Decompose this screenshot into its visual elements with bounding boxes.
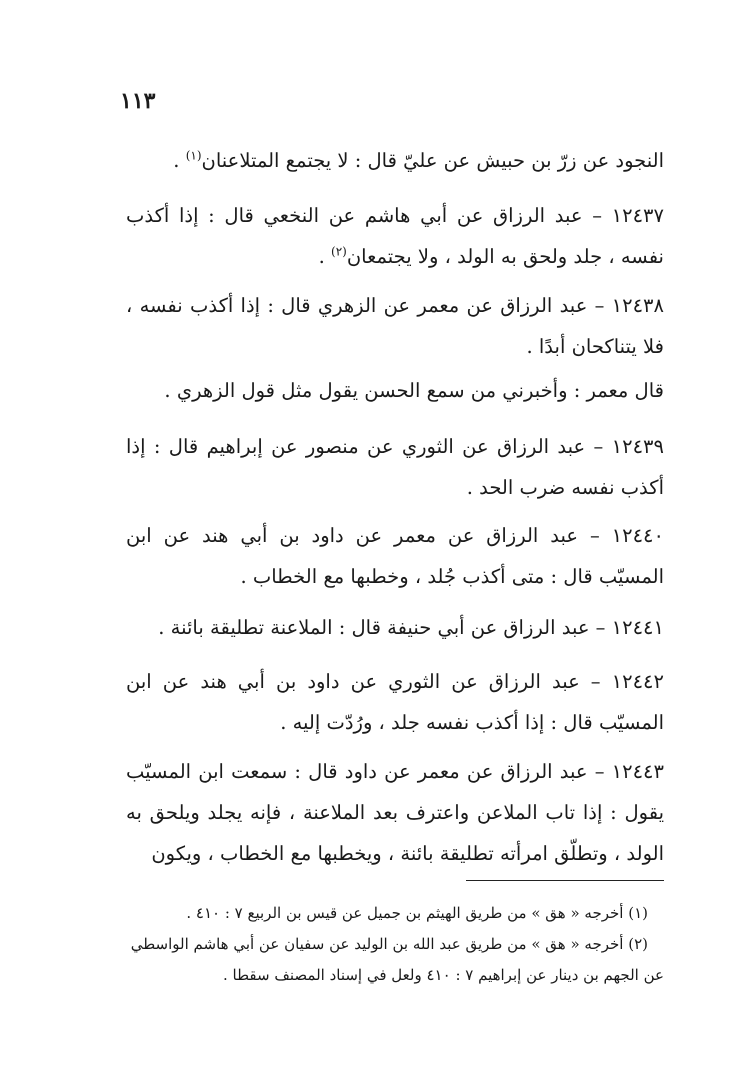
paragraph-text: قال معمر : وأخبرني من سمع الحسن يقول مثل قول الزهري . <box>164 379 664 402</box>
footnote-2: (٢) أخرجه « هق » من طريق عبد الله بن الوليد عن سفيان عن أبي هاشم الواسطي <box>130 935 648 953</box>
hadith-12440 <box>126 515 664 597</box>
paragraph-text: ١٢٤٤٣ – عبد الرزاق عن معمر عن داود قال : سمعت ابن المسيّب يقول : إذا تاب الملاعن واعترف بعد الملاعنة ، فإنه يجلد ويلحق به الولد ، وتطلّق امرأته تطليقة بائنة ، ويخطبها مع الخطاب ، ويكون <box>126 760 664 865</box>
paragraph-text: ١٢٤٤٢ – عبد الرزاق عن الثوري عن داود بن أبي هند عن ابن المسيّب قال : إذا أكذب نفسه جلد ، ورُدّت إليه . <box>126 670 664 734</box>
hadith-12438 <box>126 285 664 367</box>
hadith-12443 <box>126 751 664 874</box>
page-number: ١١٣ <box>120 88 156 114</box>
hadith-12442 <box>126 661 664 743</box>
hadith-12441 <box>126 607 664 648</box>
hadith-12439 <box>126 426 664 508</box>
paragraph-continuation <box>126 140 664 181</box>
paragraph-text: ١٢٤٣٧ – عبد الرزاق عن أبي هاشم عن النخعي قال : إذا أكذب نفسه ، جلد ولحق به الولد ، ولا يجتمعان <box>126 204 664 268</box>
footnote-2-continuation: عن الجهم بن دينار عن إبراهيم ٧ : ٤١٠ ولعل في إسناد المصنف سقطا . <box>223 966 664 984</box>
narration-mamar <box>126 370 664 411</box>
footnote-separator <box>466 880 664 881</box>
hadith-12437 <box>126 195 664 277</box>
paragraph-text: ١٢٤٣٨ – عبد الرزاق عن معمر عن الزهري قال : إذا أكذب نفسه ، فلا يتناكحان أبدًا . <box>126 294 664 358</box>
paragraph-text: ١٢٤٤٠ – عبد الرزاق عن معمر عن داود بن أبي هند عن ابن المسيّب قال : متى أكذب جُلد ، وخطبها مع الخطاب . <box>126 524 664 588</box>
footnote-ref-2: (٢) <box>331 244 347 259</box>
paragraph-text: النجود عن زرّ بن حبيش عن عليّ قال : لا يجتمع المتلاعنان <box>201 149 664 172</box>
paragraph-tail: . <box>318 245 332 268</box>
paragraph-text: ١٢٤٤١ – عبد الرزاق عن أبي حنيفة قال : الملاعنة تطليقة بائنة . <box>158 616 664 639</box>
paragraph-tail: . <box>173 149 186 172</box>
footnote-1: (١) أخرجه « هق » من طريق الهيثم بن جميل عن قيس بن الربيع ٧ : ٤١٠ . <box>186 904 648 922</box>
footnote-ref-1: (١) <box>185 148 202 163</box>
footnotes <box>126 898 664 991</box>
paragraph-text: ١٢٤٣٩ – عبد الرزاق عن الثوري عن منصور عن إبراهيم قال : إذا أكذب نفسه ضرب الحد . <box>126 435 664 499</box>
